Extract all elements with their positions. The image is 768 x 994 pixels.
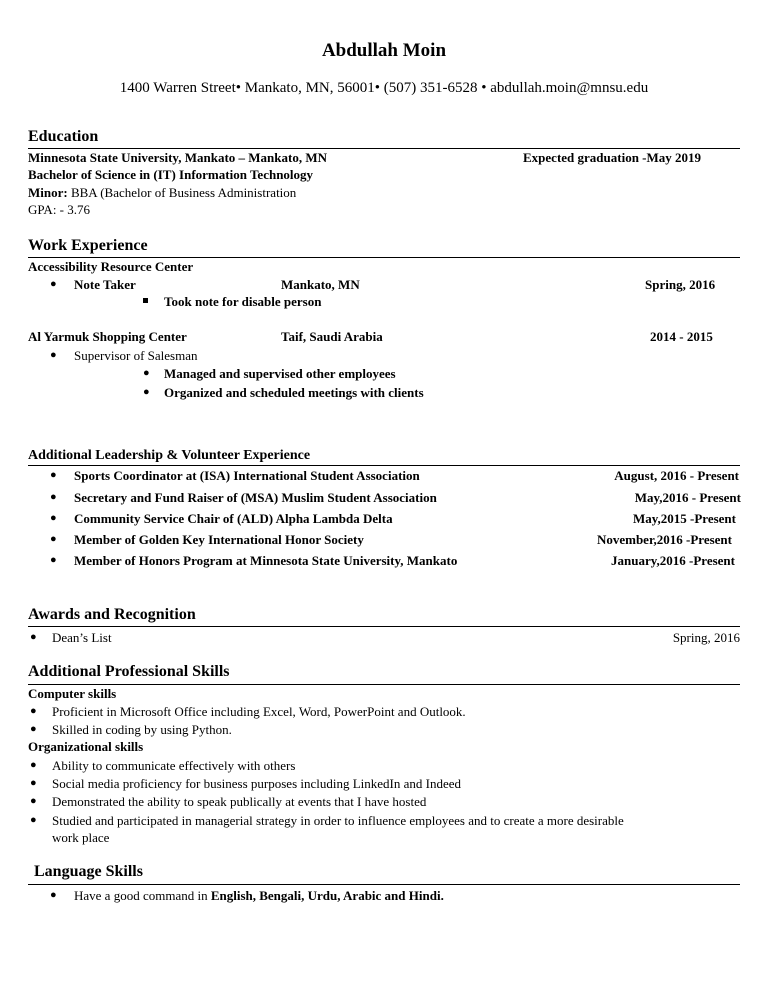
leadership-date: May,2016 - Present — [634, 490, 741, 505]
org-skills-label: Organizational skills — [28, 739, 144, 754]
job1-org: Accessibility Resource Center — [28, 259, 194, 274]
bullet-icon: ● — [30, 705, 37, 717]
education-graduation: Expected graduation -May 2019 — [523, 150, 702, 165]
leadership-date: November,2016 -Present — [596, 532, 732, 547]
minor-value: BBA (Bachelor of Business Administration — [67, 185, 297, 200]
bullet-icon: ● — [30, 777, 37, 789]
bullet-icon: ● — [50, 469, 57, 481]
job1-date: Spring, 2016 — [645, 277, 716, 292]
leadership-heading: Additional Leadership & Volunteer Experience — [28, 448, 311, 463]
resume-name: Abdullah Moin — [321, 40, 447, 61]
job1-role: Note Taker — [74, 277, 136, 292]
language-heading: Language Skills — [34, 863, 143, 880]
job2-location: Taif, Saudi Arabia — [281, 329, 383, 344]
bullet-icon: ● — [30, 631, 37, 643]
bullet-icon: ● — [50, 349, 57, 361]
education-gpa: GPA: - 3.76 — [28, 202, 91, 217]
job2-org: Al Yarmuk Shopping Center — [28, 329, 187, 344]
job1-location: Mankato, MN — [281, 277, 360, 292]
job1-detail: Took note for disable person — [164, 294, 322, 309]
awards-rule — [28, 626, 740, 627]
bullet-icon: ● — [50, 278, 57, 290]
work-heading: Work Experience — [28, 237, 148, 254]
computer-skill: Skilled in coding by using Python. — [52, 722, 232, 737]
skills-rule — [28, 684, 740, 685]
education-rule — [28, 148, 740, 149]
job2-date: 2014 - 2015 — [650, 329, 713, 344]
bullet-icon: ● — [50, 554, 57, 566]
job2-detail: Managed and supervised other employees — [164, 366, 396, 381]
bullet-icon: ● — [30, 795, 37, 807]
education-heading: Education — [28, 128, 99, 145]
language-list: English, Bengali, Urdu, Arabic and Hindi. — [210, 888, 444, 903]
bullet-icon: ● — [30, 814, 37, 826]
computer-skill: Proficient in Microsoft Office including Excel, Word, PowerPoint and Outlook. — [52, 704, 466, 719]
work-rule — [28, 257, 740, 258]
job2-detail: Organized and scheduled meetings with clients — [164, 385, 424, 400]
leadership-date: May,2015 -Present — [632, 511, 736, 526]
bullet-icon: ● — [143, 386, 150, 398]
org-skill: Studied and participated in managerial strategy in order to influence employees and to create a more desirable — [52, 813, 624, 828]
awards-heading: Awards and Recognition — [28, 606, 196, 623]
contact-line: 1400 Warren Street• Mankato, MN, 56001• (507) 351-6528 • abdullah.moin@mnsu.edu — [119, 80, 649, 96]
org-skill: Demonstrated the ability to speak publically at events that I have hosted — [52, 794, 427, 809]
minor-label: Minor: — [28, 185, 68, 200]
org-skill: Ability to communicate effectively with others — [52, 758, 296, 773]
bullet-icon: ● — [50, 889, 57, 901]
language-rule — [28, 884, 740, 885]
leadership-item: Community Service Chair of (ALD) Alpha Lambda Delta — [74, 511, 393, 526]
org-skill-continued: work place — [52, 830, 110, 845]
leadership-date: January,2016 -Present — [611, 553, 735, 568]
language-prefix: Have a good command in — [74, 888, 211, 903]
job2-role: Supervisor of Salesman — [74, 348, 198, 363]
leadership-rule — [28, 465, 740, 466]
award-item: Dean’s List — [52, 630, 112, 645]
computer-skills-label: Computer skills — [28, 686, 117, 701]
leadership-date: August, 2016 - Present — [614, 468, 739, 483]
leadership-item: Sports Coordinator at (ISA) International Student Association — [74, 468, 420, 483]
skills-heading: Additional Professional Skills — [28, 663, 230, 680]
education-degree: Bachelor of Science in (IT) Information Technology — [28, 167, 314, 182]
language-line — [74, 888, 444, 904]
leadership-item: Member of Honors Program at Minnesota State University, Mankato — [74, 553, 458, 568]
leadership-item: Secretary and Fund Raiser of (MSA) Muslim Student Association — [74, 490, 437, 505]
education-school: Minnesota State University, Mankato – Mankato, MN — [28, 150, 327, 165]
bullet-icon: ● — [50, 512, 57, 524]
bullet-icon: ● — [143, 367, 150, 379]
bullet-icon: ● — [50, 533, 57, 545]
square-bullet-icon — [143, 298, 148, 303]
award-date: Spring, 2016 — [672, 630, 740, 645]
org-skill: Social media proficiency for business purposes including LinkedIn and Indeed — [52, 776, 462, 791]
bullet-icon: ● — [50, 491, 57, 503]
leadership-item: Member of Golden Key International Honor Society — [74, 532, 364, 547]
bullet-icon: ● — [30, 759, 37, 771]
bullet-icon: ● — [30, 723, 37, 735]
education-minor — [28, 185, 296, 201]
